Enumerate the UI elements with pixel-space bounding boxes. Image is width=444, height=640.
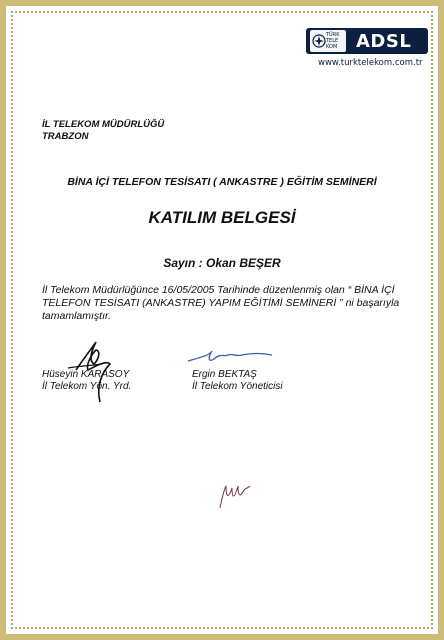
signatory-title: İl Telekom Yön. Yrd.	[42, 381, 132, 392]
seminar-title: BİNA İÇİ TELEFON TESİSATI ( ANKASTRE ) EĞİTİM SEMİNERİ	[67, 176, 377, 188]
signatory-right	[192, 369, 283, 393]
logo-tiny-text: KOM	[326, 44, 338, 50]
logo-tiny-text: TELE	[326, 38, 339, 44]
adsl-brand-text: ADSL	[356, 30, 412, 52]
certificate-body: İl Telekom Müdürlüğünce 16/05/2005 Tarihinde düzenlenmiş olan “ BİNA İÇİ TELEFON TESİSATI (ANKASTRE) YAPIM EĞİTİMİ SEMİNERİ ” ni başarıyla tamamlamıştır.	[42, 284, 400, 322]
star-mark-icon	[312, 32, 326, 50]
issuer-line: İL TELEKOM MÜDÜRLÜĞÜ	[42, 119, 165, 130]
signatory-name: Ergin BEKTAŞ	[192, 369, 257, 380]
logo-tiny-text: TÜRK	[326, 32, 340, 38]
signatory-title: İl Telekom Yöneticisi	[192, 381, 283, 392]
issuer-block	[42, 119, 164, 143]
certificate-title: KATILIM BELGESİ	[148, 208, 296, 227]
issuer-city: TRABZON	[42, 131, 89, 142]
signatory-left	[42, 369, 131, 393]
recipient-name: Sayın : Okan BEŞER	[163, 256, 281, 270]
signatory-name: Hüseyin KARASOY	[42, 369, 130, 380]
adsl-logo	[306, 28, 428, 54]
turk-telekom-logo-icon	[310, 30, 346, 52]
handwritten-initials	[216, 474, 256, 514]
website-url: www.turktelekom.com.tr	[318, 58, 423, 68]
